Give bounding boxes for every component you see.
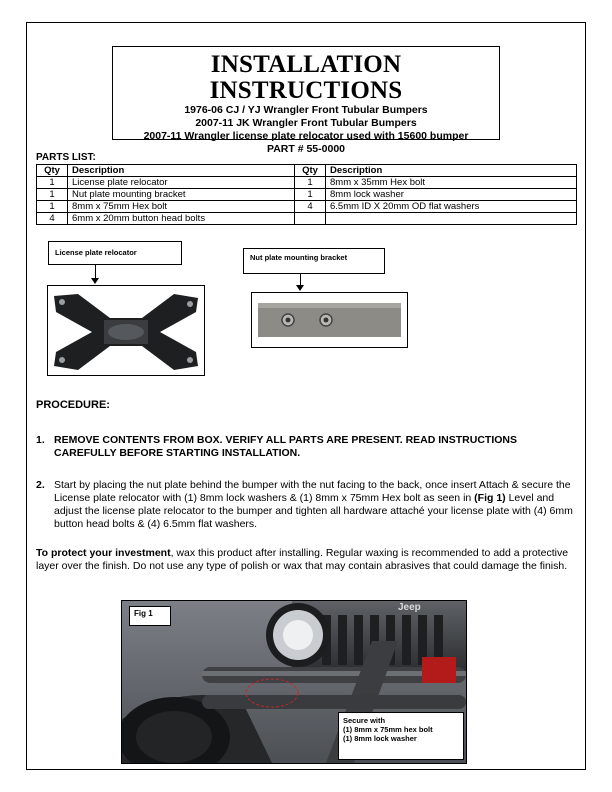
part-qty: 1 <box>37 189 68 201</box>
part-qty: 1 <box>295 177 326 189</box>
callout-line-3: (1) 8mm lock washer <box>343 734 417 743</box>
table-row <box>37 201 577 213</box>
part-desc: 6mm x 20mm button head bolts <box>68 213 295 225</box>
relocator-arrow-head <box>91 278 99 284</box>
part-qty: 1 <box>37 177 68 189</box>
part-desc: 6.5mm ID X 20mm OD flat washers <box>326 201 577 213</box>
parts-list-heading: PARTS LIST: <box>36 152 96 163</box>
bracket-label-text: Nut plate mounting bracket <box>250 253 348 262</box>
step-1-text: REMOVE CONTENTS FROM BOX. VERIFY ALL PARTS ARE PRESENT. READ INSTRUCTIONS CAREFULLY BEFORE STARTING INSTALLATION. <box>54 434 518 459</box>
part-qty: 1 <box>295 189 326 201</box>
step-2-number: 2. <box>36 479 45 491</box>
protect-text: , wax this product after installing. Regular waxing is recommended to add a protective layer over the finish. Do not use any type of polish or wax that may contain abrasives that could damage the finish. <box>36 547 569 572</box>
description-header: Description <box>326 165 577 177</box>
step-1 <box>36 434 574 460</box>
parts-table-header <box>37 165 577 177</box>
relocator-photo <box>47 285 205 376</box>
step-2-text-b: Level and adjust the license plate relocator to the bumper and tighten all hardware attaché your license plate with (4) 6mm button head bolts & (4) 6.5mm flat washers. <box>54 492 573 530</box>
part-number: PART # 55-0000 <box>266 143 345 155</box>
procedure-heading: PROCEDURE: <box>36 399 110 411</box>
description-header: Description <box>68 165 295 177</box>
relocator-label <box>48 241 182 265</box>
relocator-label-text: License plate relocator <box>55 248 137 257</box>
protect-paragraph <box>36 547 576 573</box>
part-desc: 8mm x 75mm Hex bolt <box>68 201 295 213</box>
callout-line-2: (1) 8mm x 75mm hex bolt <box>343 725 433 734</box>
bracket-photo <box>251 292 408 348</box>
part-qty: 4 <box>295 201 326 213</box>
part-qty <box>295 213 326 225</box>
part-desc: 8mm lock washer <box>326 189 577 201</box>
step-2-fig-ref: (Fig 1) <box>474 492 506 504</box>
step-1-number: 1. <box>36 434 45 446</box>
jeep-badge: Jeep <box>398 602 421 613</box>
step-2-text-a: Start by placing the nut plate behind the bumper with the nut facing to the back, once insert Attach & secure the License plate relocator with (1) 8mm lock washers & (1) 8mm x 75mm Hex bolt as seen in <box>54 479 571 504</box>
bracket-arrow-head <box>296 285 304 291</box>
fig-1-callout <box>338 712 464 760</box>
parts-table <box>36 164 577 225</box>
table-row <box>37 189 577 201</box>
qty-header: Qty <box>37 165 68 177</box>
qty-header: Qty <box>295 165 326 177</box>
relocator-arrow <box>95 265 96 279</box>
protect-bold: To protect your investment <box>36 547 171 559</box>
table-row <box>37 177 577 189</box>
table-row <box>37 213 577 225</box>
title-box <box>112 46 500 155</box>
callout-line-1: Secure with <box>343 716 386 725</box>
step-2-text <box>54 479 574 531</box>
subtitle-line-2: 2007-11 JK Wrangler Front Tubular Bumpers <box>195 117 417 129</box>
part-desc: 8mm x 35mm Hex bolt <box>326 177 577 189</box>
part-desc: Nut plate mounting bracket <box>68 189 295 201</box>
part-qty: 1 <box>37 201 68 213</box>
part-desc: License plate relocator <box>68 177 295 189</box>
step-2 <box>36 479 574 531</box>
part-desc <box>326 213 577 225</box>
bracket-image <box>252 293 407 347</box>
part-qty: 4 <box>37 213 68 225</box>
bracket-label <box>243 248 385 274</box>
relocator-image <box>48 286 204 375</box>
subtitle-line-3: 2007-11 Wrangler license plate relocator used with 15600 bumper <box>143 130 469 142</box>
page-title: INSTALLATION INSTRUCTIONS <box>209 51 403 104</box>
subtitle-line-1: 1976-06 CJ / YJ Wrangler Front Tubular Bumpers <box>184 104 428 116</box>
fig-1-label: Fig 1 <box>129 606 171 626</box>
